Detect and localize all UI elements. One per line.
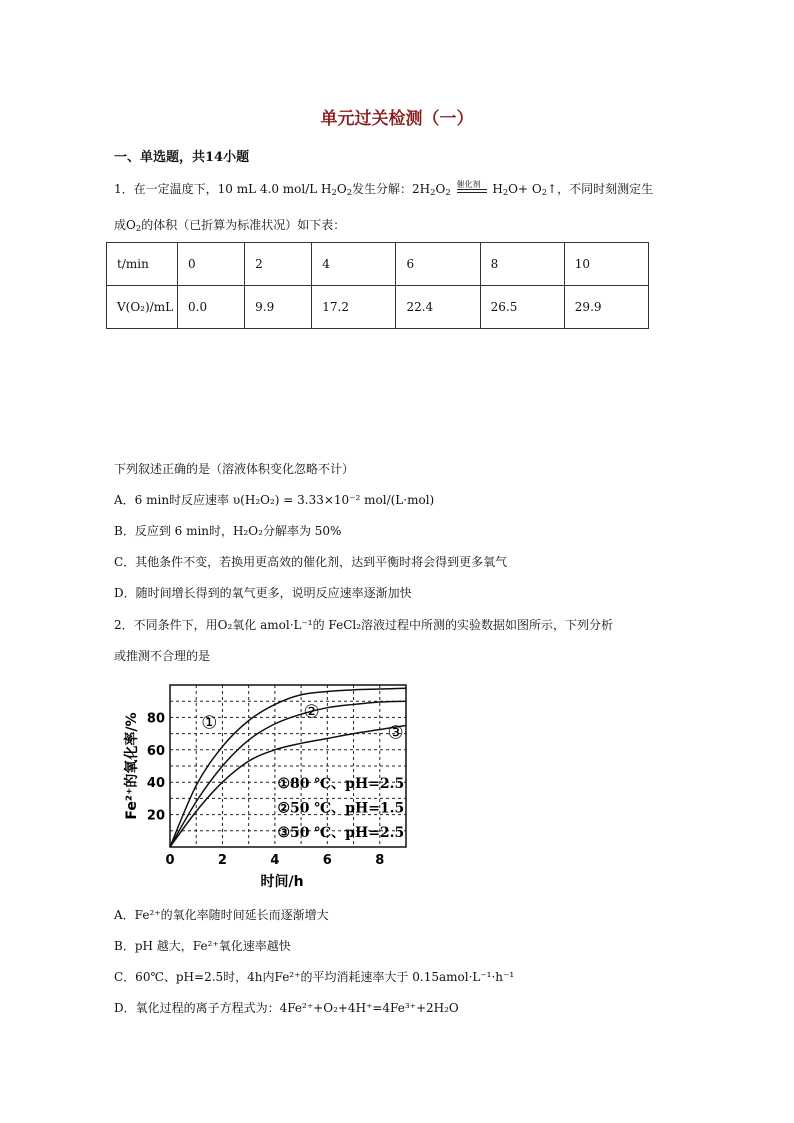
table-cell: 26.5 (480, 286, 564, 329)
page-title: 单元过关检测（一） (320, 109, 474, 129)
chart-legend (278, 776, 405, 841)
q1-text-e: H (492, 182, 503, 196)
table-cell: 0 (178, 243, 245, 286)
series-label: ③ (387, 722, 404, 744)
x-tick-labels (165, 853, 384, 868)
x-axis-label: 时间/h (260, 874, 304, 890)
q1-stem: 下列叙述正确的是（溶液体积变化忽略不计） (114, 462, 355, 476)
y-tick-label: 80 (146, 711, 165, 727)
table-cell: 4 (312, 243, 396, 286)
q1-text-c: 发生分解：2H (352, 182, 431, 196)
legend-entry: ①80 ℃、pH=2.5 (277, 776, 405, 793)
table-cell: 8 (480, 243, 564, 286)
y-axis-label: Fe²⁺的氧化率/% (124, 712, 140, 820)
q2-line1: 2．不同条件下，用O₂氧化 amol·L⁻¹的 FeCl₂溶液过程中所测的实验数据如图所示，下列分析 (114, 618, 614, 632)
q1-option-c: C．其他条件不变，若换用更高效的催化剂，达到平衡时将会得到更多氧气 (114, 555, 508, 569)
y-tick-label: 60 (146, 743, 165, 759)
legend-entry: ③50 ℃、pH=2.5 (277, 824, 405, 841)
x-tick-label: 2 (217, 853, 227, 868)
q1-text-d: O (435, 182, 446, 196)
table-cell: 2 (245, 243, 312, 286)
x-tick-label: 0 (165, 853, 175, 868)
q1-text-2a: 成O (114, 218, 136, 232)
q1-text-2b: 的体积（已折算为标准状况）如下表： (141, 218, 346, 232)
y-tick-label: 20 (146, 808, 165, 824)
section-heading: 一、单选题，共14小题 (114, 150, 250, 165)
q2-line2: 或推测不合理的是 (114, 649, 211, 663)
x-tick-label: 4 (270, 853, 280, 868)
y-tick-label: 40 (146, 776, 165, 792)
q1-option-d: D．随时间增长得到的氧气更多，说明反应速率逐渐加快 (114, 586, 412, 600)
q1-text-a: 1．在一定温度下，10 mL 4.0 mol/L H (114, 182, 332, 196)
table-row (107, 243, 649, 286)
q1-line2: 成$O_2$的体积（已折算为标准状况）如下表： (114, 218, 346, 234)
q1-option-b: B．反应到 6 min时，H₂O₂分解率为 50% (114, 524, 342, 538)
q1-text-f: O+ O (508, 182, 542, 196)
table-cell: t/min (107, 243, 178, 286)
table-row (107, 286, 649, 329)
q1-text-b: O (336, 182, 347, 196)
chart-grid (170, 685, 406, 847)
series-label: ② (303, 701, 320, 723)
q1-option-a: A．6 min时反应速率 υ(H₂O₂) = 3.33×10⁻² mol/(L·mol) (114, 493, 435, 507)
q2-option-d: D．氧化过程的离子方程式为：4Fe²⁺+O₂+4H⁺=4Fe³⁺+2H₂O (114, 1001, 459, 1015)
table-cell: 6 (396, 243, 480, 286)
legend-entry: ②50 ℃、pH=1.5 (277, 800, 405, 817)
series-label: ① (201, 712, 218, 734)
q1-text-g: ↑，不同时刻测定生 (547, 182, 654, 196)
table-cell: 10 (564, 243, 648, 286)
q2-option-b: B．pH 越大，Fe²⁺氧化速率越快 (114, 939, 291, 953)
oxidation-chart (118, 672, 418, 894)
table-cell: 9.9 (245, 286, 312, 329)
q2-option-c: C．60℃、pH=2.5时，4h内Fe²⁺的平均消耗速率大于 0.15amol·L⁻¹·h⁻¹ (114, 970, 515, 984)
table-cell: 17.2 (312, 286, 396, 329)
table-cell: 29.9 (564, 286, 648, 329)
table-cell: 0.0 (178, 286, 245, 329)
x-tick-label: 8 (375, 853, 385, 868)
y-tick-labels (147, 711, 165, 823)
x-tick-label: 6 (322, 853, 332, 868)
data-table (106, 242, 649, 329)
q1-line1: 1．在一定温度下，10 mL 4.0 mol/L $H_2O_2$发生分解：$2H_2O_2$ 催化剂 $H_2O+$ $O_2↑$，不同时刻测定生 (114, 180, 653, 201)
catalyst-label: 催化剂 (456, 180, 481, 189)
table-cell: 22.4 (396, 286, 480, 329)
table-cell: V(O₂)/mL (107, 286, 178, 329)
catalyst-arrow (455, 181, 489, 195)
q2-option-a: A．Fe²⁺的氧化率随时间延长而逐渐增大 (114, 908, 329, 922)
